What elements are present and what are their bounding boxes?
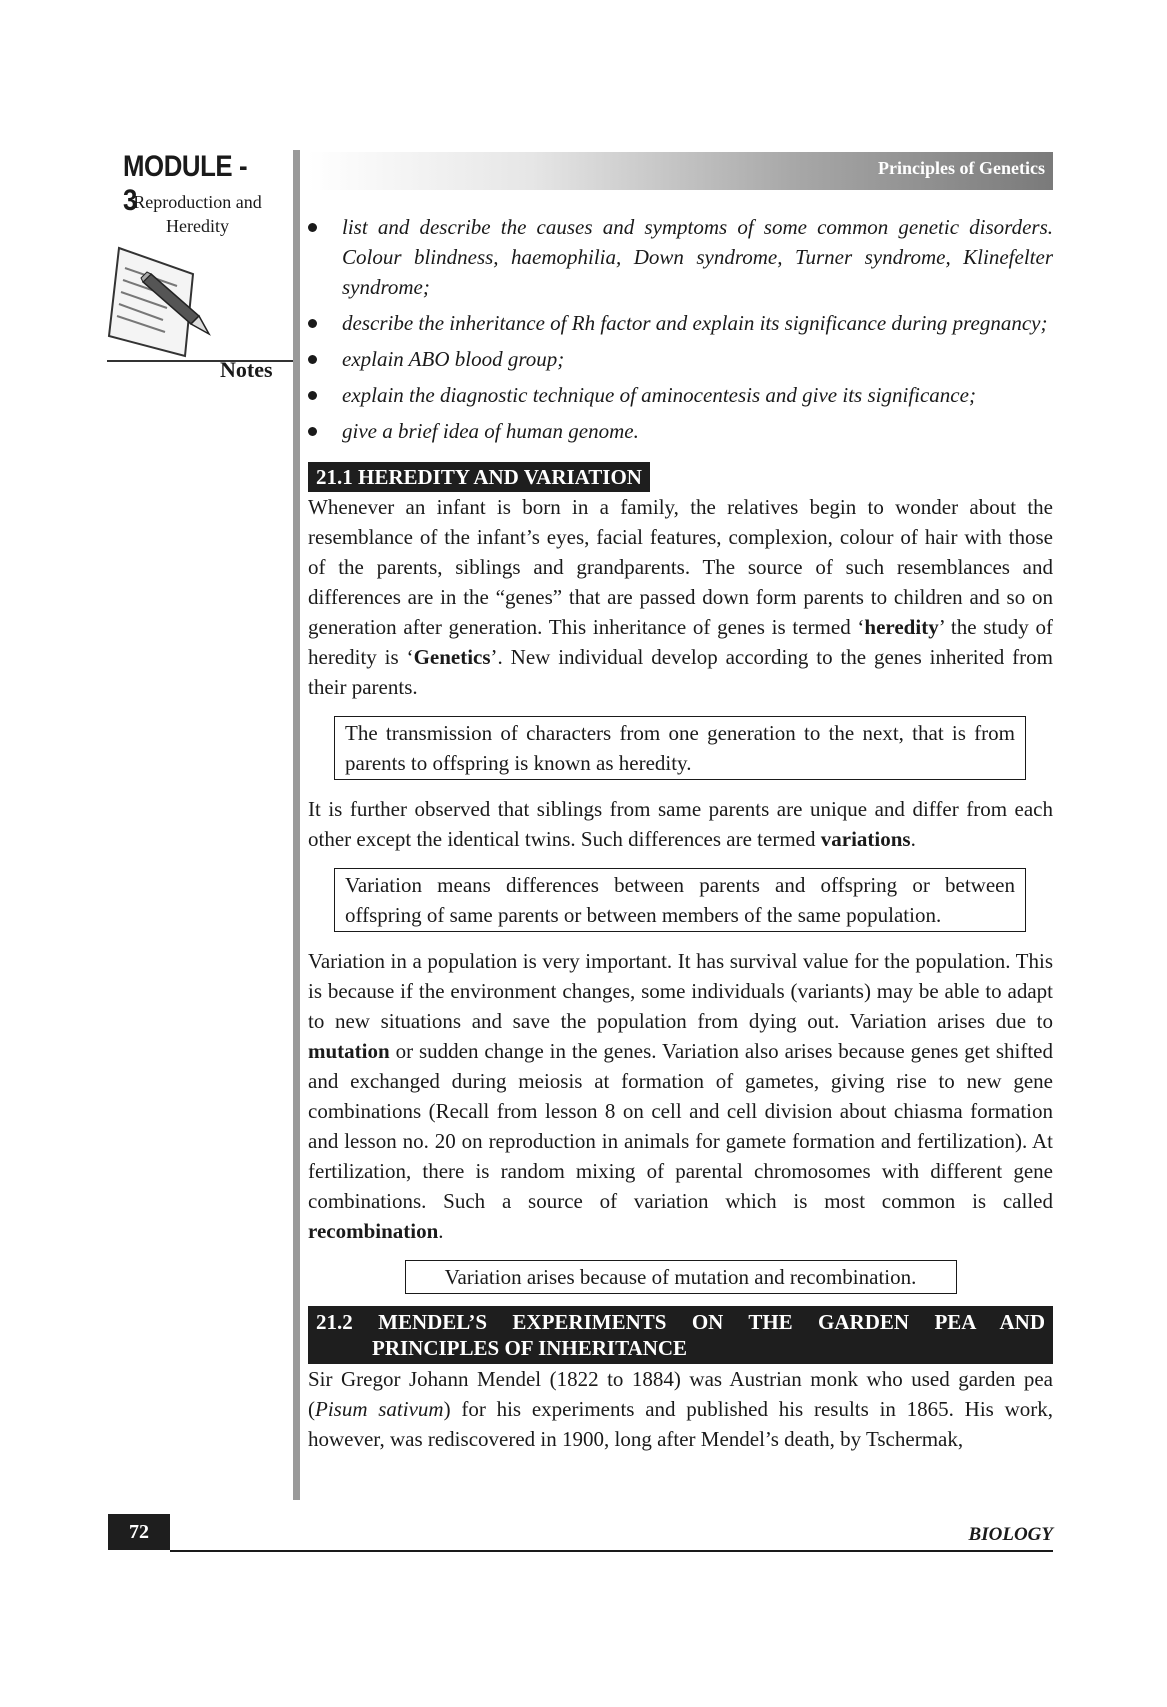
list-item: describe the inheritance of Rh factor and explain its significance during pregnancy; [308,308,1053,338]
bullet-icon [308,391,317,400]
paragraph-variations: It is further observed that siblings from same parents are unique and differ from each other except the identical twins. Such differences are termed variations. [308,797,1053,851]
module-subtitle-line2: Heredity [166,216,229,236]
notes-pencil-icon [105,244,295,364]
margin-rule [293,150,300,1500]
paragraph-heredity: Whenever an infant is born in a family, the relatives begin to wonder about the resemblance of the infant’s eyes, facial features, complexion, colour of hair with those of the parents, siblings and grandparents. The source of such resemblances and differences are in the “genes” that are passed down form parents to children and so on generation after generation. This inheritance of genes is termed ‘heredity’ the study of heredity is ‘Genetics’. New individual develop according to the genes inherited from their parents. [308,495,1053,699]
module-subtitle-line1: Reproduction and [133,192,262,212]
list-item: explain the diagnostic technique of aminocentesis and give its significance; [308,380,1053,410]
page-number: 72 [108,1514,170,1550]
page-content [308,212,1053,1454]
section-heading-heredity: 21.1 HEREDITY AND VARIATION [308,462,650,492]
notes-label: Notes [220,357,273,382]
module-title: MODULE - 3 [123,150,248,217]
section-heading-mendel-line2: PRINCIPLES OF INHERITANCE [372,1336,688,1360]
paragraph-mendel: Sir Gregor Johann Mendel (1822 to 1884) was Austrian monk who used garden pea (Pisum sativum) for his experiments and published his results in 1865. His work, however, was rediscovered in 1900, long after Mendel’s death, by Tschermak, [308,1367,1054,1451]
section-heading-mendel-line1: 21.2 MENDEL’S EXPERIMENTS ON THE GARDEN PEA AND [316,1310,1045,1334]
summary-box-variation: Variation arises because of mutation and recombination. [405,1260,957,1294]
bullet-icon [308,223,317,232]
footer-subject: BIOLOGY [968,1524,1053,1545]
bullet-icon [308,355,317,364]
list-item: give a brief idea of human genome. [308,416,1053,446]
objectives-list [308,212,1053,446]
bullet-icon [308,427,317,436]
section-heading-mendel [308,1306,1053,1364]
running-header-title: Principles of Genetics [878,158,1045,178]
bullet-icon [308,319,317,328]
module-subtitle [110,190,285,238]
list-item: list and describe the causes and symptoms of some common genetic disorders. Colour blindness, haemophilia, Down syndrome, Turner syndrome, Klinefelter syndrome; [308,212,1053,302]
footer-rule [170,1550,1053,1552]
definition-box-variation: Variation means differences between parents and offspring or between offspring of same parents or between members of the same population. [334,868,1026,932]
paragraph-variation-importance: Variation in a population is very important. It has survival value for the population. This is because if the environment changes, some individuals (variants) may be able to adapt to new situations and save the population from dying out. Variation arises due to mutation or sudden change in the genes. Variation also arises because genes get shifted and exchanged during meiosis at formation of gametes, giving rise to new gene combinations (Recall from lesson 8 on cell and cell division about chiasma formation and lesson no. 20 on reproduction in animals for gamete formation and fertilization). At fertilization, there is random mixing of parental chromosomes with different gene combinations. Such a source of variation which is most common is called recombination. [308,949,1053,1243]
definition-box-heredity: The transmission of characters from one generation to the next, that is from parents to offspring is known as heredity. [334,716,1026,780]
list-item: explain ABO blood group; [308,344,1053,374]
running-header [308,152,1053,190]
